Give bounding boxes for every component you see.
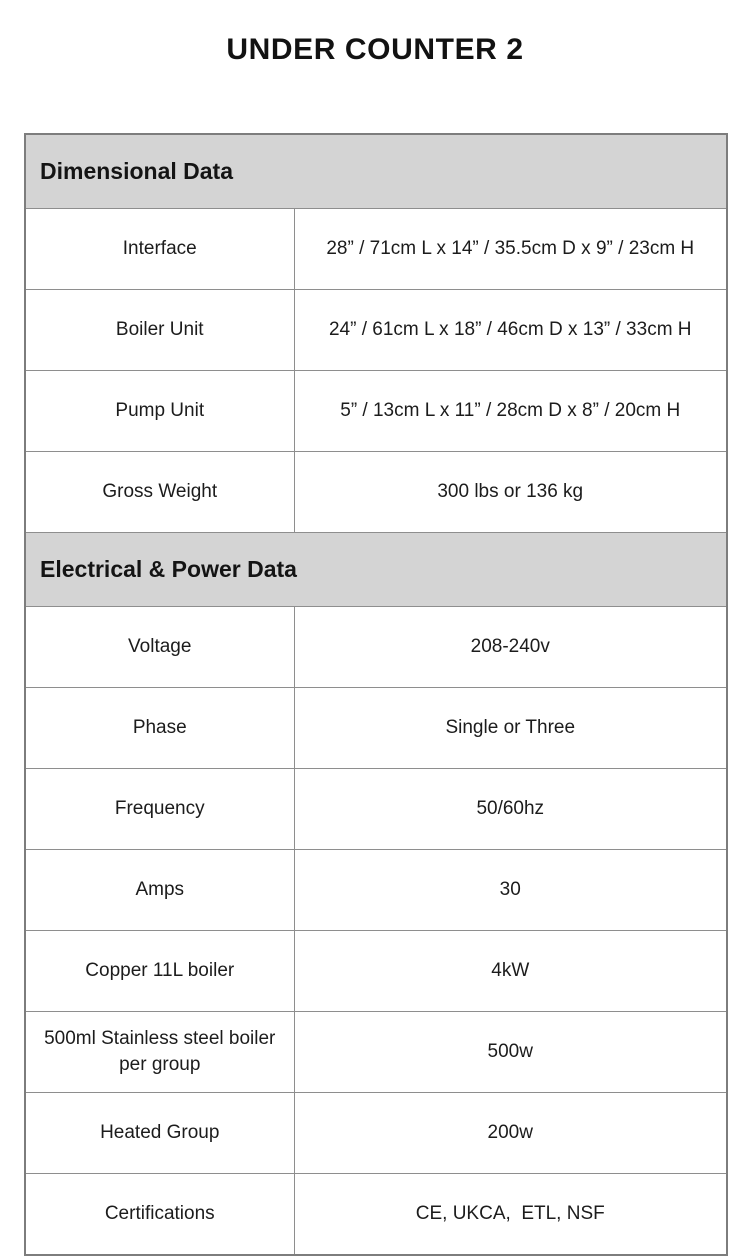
page-title: UNDER COUNTER 2 xyxy=(226,33,524,66)
table-row-phase xyxy=(25,688,727,769)
row-label: Frequency xyxy=(25,769,294,850)
table-row-stainless-boiler xyxy=(25,1012,727,1093)
row-label: Pump Unit xyxy=(25,371,294,452)
row-label: Certifications xyxy=(25,1174,294,1256)
row-value: 50/60hz xyxy=(294,769,727,850)
row-value: 300 lbs or 136 kg xyxy=(294,452,727,533)
table-row-heated-group xyxy=(25,1093,727,1174)
row-value: 208-240v xyxy=(294,607,727,688)
section-row-electrical xyxy=(25,533,727,607)
row-value: 30 xyxy=(294,850,727,931)
table-row-interface xyxy=(25,209,727,290)
table-row-certifications xyxy=(25,1174,727,1256)
table-row-frequency xyxy=(25,769,727,850)
section-header-dimensional-data: Dimensional Data xyxy=(25,134,727,209)
table-row-copper-boiler xyxy=(25,931,727,1012)
row-label: Phase xyxy=(25,688,294,769)
row-label: Copper 11L boiler xyxy=(25,931,294,1012)
table-row-pump-unit xyxy=(25,371,727,452)
row-value: 28” / 71cm L x 14” / 35.5cm D x 9” / 23cm H xyxy=(294,209,727,290)
row-label: Boiler Unit xyxy=(25,290,294,371)
table-row-gross-weight xyxy=(25,452,727,533)
row-label: Voltage xyxy=(25,607,294,688)
table-row-amps xyxy=(25,850,727,931)
row-value: 24” / 61cm L x 18” / 46cm D x 13” / 33cm H xyxy=(294,290,727,371)
row-value: 500w xyxy=(294,1012,727,1093)
row-value: Single or Three xyxy=(294,688,727,769)
row-label: Interface xyxy=(25,209,294,290)
spec-sheet-page xyxy=(0,33,750,1225)
row-value: 5” / 13cm L x 11” / 28cm D x 8” / 20cm H xyxy=(294,371,727,452)
table-row-boiler-unit xyxy=(25,290,727,371)
row-value: 200w xyxy=(294,1093,727,1174)
table-row-voltage xyxy=(25,607,727,688)
spec-table xyxy=(24,133,728,1256)
section-header-electrical-power-data: Electrical & Power Data xyxy=(25,533,727,607)
row-label: Gross Weight xyxy=(25,452,294,533)
row-label: 500ml Stainless steel boiler per group xyxy=(25,1012,294,1093)
row-value: 4kW xyxy=(294,931,727,1012)
row-label: Heated Group xyxy=(25,1093,294,1174)
row-value: CE, UKCA, ETL, NSF xyxy=(294,1174,727,1256)
section-row-dimensional xyxy=(25,134,727,209)
row-label: Amps xyxy=(25,850,294,931)
